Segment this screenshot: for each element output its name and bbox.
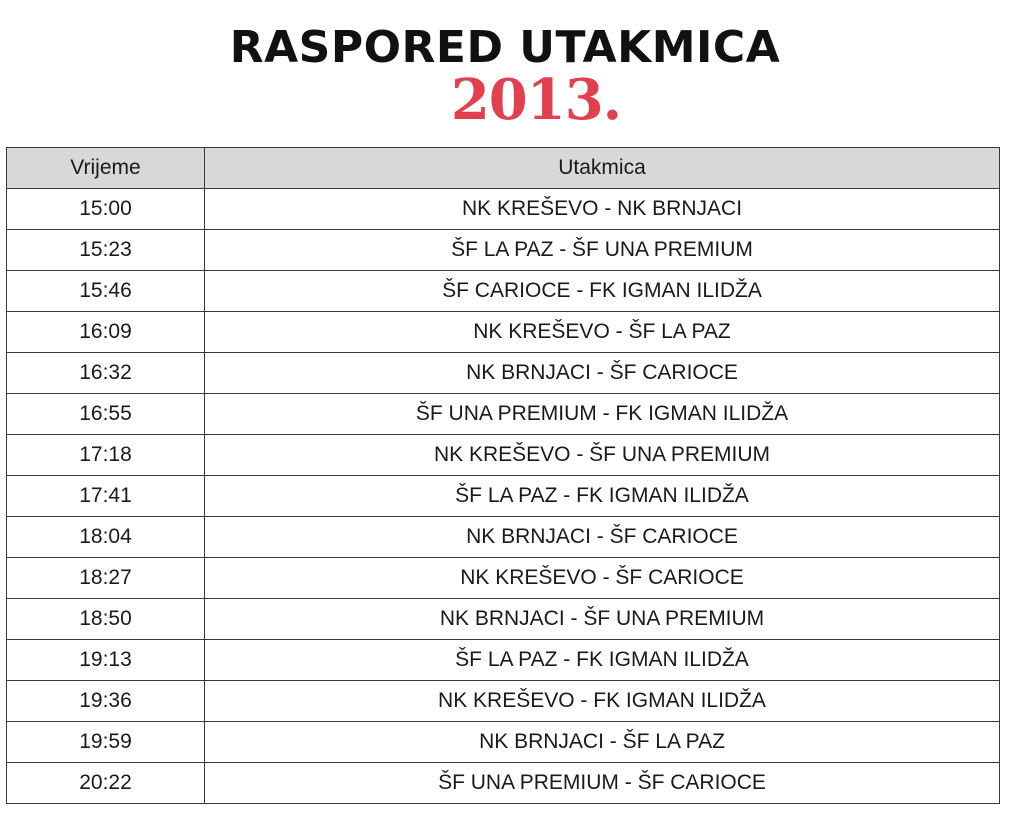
table-row — [7, 353, 1000, 394]
table-row — [7, 312, 1000, 353]
page-title: RASPORED UTAKMICA — [229, 22, 781, 73]
match-teams-cell: NK KREŠEVO - NK BRNJACI — [205, 189, 1000, 230]
table-row — [7, 230, 1000, 271]
match-time-cell: 18:50 — [7, 599, 205, 640]
schedule-table — [6, 147, 1000, 804]
match-time-cell: 19:13 — [7, 640, 205, 681]
table-row — [7, 271, 1000, 312]
table-row — [7, 189, 1000, 230]
match-teams-cell: ŠF LA PAZ - FK IGMAN ILIDŽA — [205, 640, 1000, 681]
match-time-cell: 15:46 — [7, 271, 205, 312]
table-header-row — [7, 148, 1000, 189]
match-time-cell: 17:18 — [7, 435, 205, 476]
match-teams-cell: ŠF CARIOCE - FK IGMAN ILIDŽA — [205, 271, 1000, 312]
match-teams-cell: ŠF UNA PREMIUM - FK IGMAN ILIDŽA — [205, 394, 1000, 435]
schedule-body — [7, 189, 1000, 804]
match-time-cell: 18:04 — [7, 517, 205, 558]
match-teams-cell: NK BRNJACI - ŠF CARIOCE — [205, 517, 1000, 558]
table-row — [7, 517, 1000, 558]
table-row — [7, 394, 1000, 435]
match-time-cell: 16:55 — [7, 394, 205, 435]
column-header-time: Vrijeme — [7, 148, 205, 189]
table-row — [7, 763, 1000, 804]
match-teams-cell: NK BRNJACI - ŠF LA PAZ — [205, 722, 1000, 763]
match-teams-cell: ŠF UNA PREMIUM - ŠF CARIOCE — [205, 763, 1000, 804]
match-time-cell: 16:32 — [7, 353, 205, 394]
table-row — [7, 599, 1000, 640]
match-teams-cell: NK KREŠEVO - ŠF UNA PREMIUM — [205, 435, 1000, 476]
table-row — [7, 558, 1000, 599]
match-teams-cell: NK KREŠEVO - ŠF CARIOCE — [205, 558, 1000, 599]
match-teams-cell: NK BRNJACI - ŠF CARIOCE — [205, 353, 1000, 394]
table-row — [7, 435, 1000, 476]
column-header-match: Utakmica — [205, 148, 1000, 189]
match-teams-cell: NK KREŠEVO - FK IGMAN ILIDŽA — [205, 681, 1000, 722]
match-time-cell: 16:09 — [7, 312, 205, 353]
match-time-cell: 18:27 — [7, 558, 205, 599]
match-time-cell: 15:23 — [7, 230, 205, 271]
table-row — [7, 681, 1000, 722]
match-teams-cell: NK BRNJACI - ŠF UNA PREMIUM — [205, 599, 1000, 640]
match-time-cell: 19:36 — [7, 681, 205, 722]
match-teams-cell: NK KREŠEVO - ŠF LA PAZ — [205, 312, 1000, 353]
year-heading: 2013. — [450, 67, 622, 133]
match-time-cell: 19:59 — [7, 722, 205, 763]
table-row — [7, 722, 1000, 763]
match-time-cell: 20:22 — [7, 763, 205, 804]
table-row — [7, 476, 1000, 517]
match-teams-cell: ŠF LA PAZ - ŠF UNA PREMIUM — [205, 230, 1000, 271]
table-row — [7, 640, 1000, 681]
match-time-cell: 17:41 — [7, 476, 205, 517]
match-time-cell: 15:00 — [7, 189, 205, 230]
match-teams-cell: ŠF LA PAZ - FK IGMAN ILIDŽA — [205, 476, 1000, 517]
